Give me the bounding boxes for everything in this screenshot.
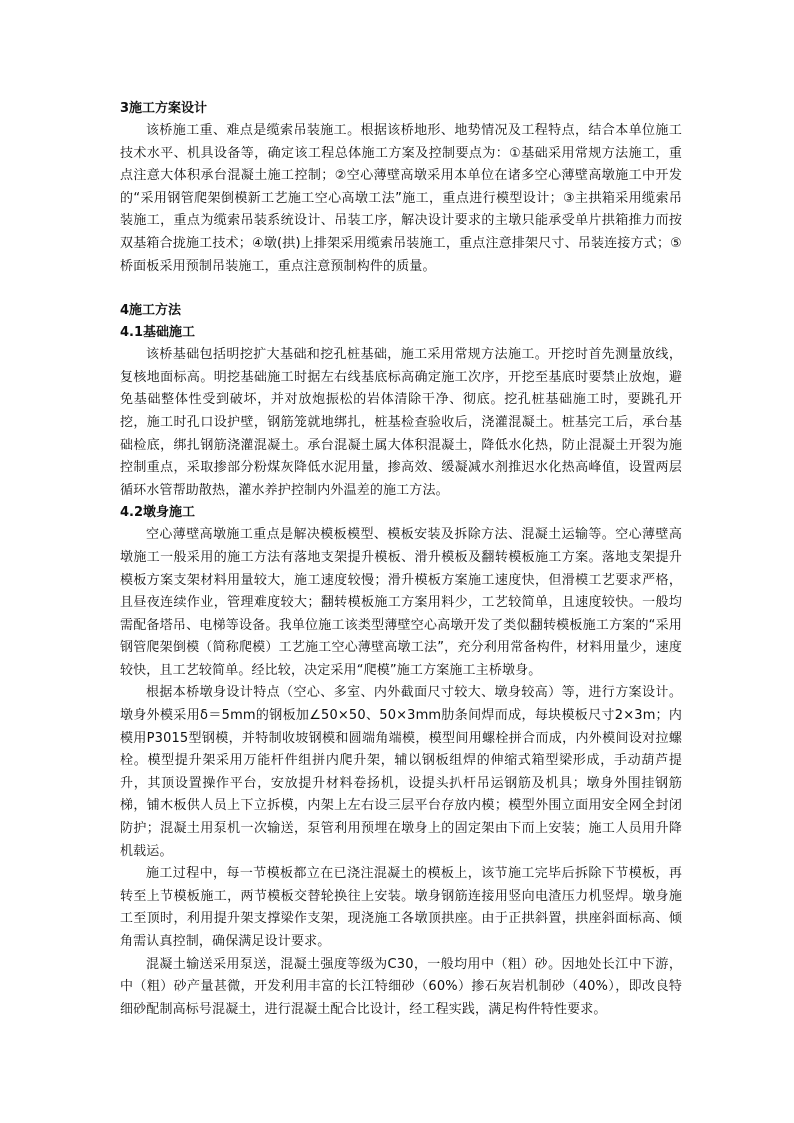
subsection-4-2-paragraph-2: 根据本桥墩身设计特点（空心、多室、内外截面尺寸较大、墩身较高）等，进行方案设计。墩身外模采用δ＝5mm的钢板加∠50×50、50×3mm肋条间焊而成，每块模板尺寸2×3m；内模用P3015型钢模，并特制收坡钢模和圆端角端模，模型间用螺栓拼合而成，内外模间设对拉螺栓。模型提升架采用万能杆件组拼内爬升架，辅以钢板组焊的伸缩式箱型梁形成，手动葫芦提升，其顶设置操作平台，安放提升材料卷扬机，设提头扒杆吊运钢筋及机具；墩身外围挂钢筋梯，铺木板供人员上下立拆模，内架上左右设三层平台存放内模；模型外围立面用安全网全封闭防护；混凝土用泵机一次输送，泵管利用预埋在墩身上的固定架由下而上安装；施工人员用升降机载运。 xyxy=(120,685,682,859)
subsection-4-2-paragraph-4: 混凝土输送采用泵送，混凝土强度等级为C30，一般均用中（粗）砂。因地处长江中下游，中（粗）砂产量甚微，开发利用丰富的长江特细砂（60%）掺石灰岩机制砂（40%），即改良特细砂配制高标号混凝土，进行混凝土配合比设计，经工程实践，满足构件特性要求。 xyxy=(120,956,682,1017)
section-3-paragraph: 该桥施工重、难点是缆索吊装施工。根据该桥地形、地势情况及工程特点，结合本单位施工技术水平、机具设备等，确定该工程总体施工方案及控制要点为：①基础采用常规方法施工，重点注意大体积承台混凝土施工控制；②空心薄壁高墩采用本单位在诸多空心薄壁高墩施工中开发的“采用钢管爬架倒模新工艺施工空心高墩工法”施工，重点进行模型设计；③主拱箱采用缆索吊装施工，重点为缆索吊装系统设计、吊装工序，解决设计要求的主墩只能承受单片拱箱推力而按双基箱合拢施工技术；④墩(拱)上排架采用缆索吊装施工，重点注意排架尺寸、吊装连接方式；⑤桥面板采用预制吊装施工，重点注意预制构件的质量。 xyxy=(120,123,682,274)
section-3-title: 3施工方案设计 xyxy=(120,101,208,116)
subsection-4-1-paragraph: 该桥基础包括明挖扩大基础和挖孔桩基础，施工采用常规方法施工。开挖时首先测量放线，复核地面标高。明挖基础施工时据左右线基底标高确定施工次序，开挖至基底时要禁止放炮，避免基础整体性受到破坏，并对放炮振松的岩体清除干净、彻底。挖孔桩基础施工时，要跳孔开挖，施工时孔口设护壁，钢筋笼就地绑扎，桩基检查验收后，浇灌混凝土。桩基完工后，承台基础检底，绑扎钢筋浇灌混凝土。承台混凝土属大体积混凝土，降低水化热，防止混凝土开裂为施控制重点，采取掺部分粉煤灰降低水泥用量，掺高效、缓凝减水剂推迟水化热高峰值，设置两层循环水管帮助散热，灌水养护控制内外温差的施工方法。 xyxy=(120,347,682,498)
subsection-4-2-paragraph-1: 空心薄壁高墩施工重点是解决模板模型、模板安装及拆除方法、混凝土运输等。空心薄壁高墩施工一般采用的施工方法有落地支架提升模板、滑升模板及翻转模板施工方案。落地支架提升模板方案支架材料用量较大，施工速度较慢；滑升模板方案施工速度快，但滑模工艺要求严格，且昼夜连续作业，管理难度较大；翻转模板施工方案用料少，工艺较简单，且速度较快。一般均需配备塔吊、电梯等设备。我单位施工该类型薄壁空心高墩开发了类似翻转模板施工方案的“采用钢管爬架倒模（简称爬模）工艺施工空心薄壁高墩工法”，充分利用常备构件，材料用量少，速度较快，且工艺较简单。经比较，决定采用“爬模”施工方案施工主桥墩身。 xyxy=(120,527,682,678)
subsection-4-2-paragraph-3: 施工过程中，每一节模板都立在已浇注混凝土的模板上，该节施工完毕后拆除下节模板，再转至上节模板施工，两节模板交替轮换往上安装。墩身钢筋连接用竖向电渣压力机竖焊。墩身施工至顶时，利用提升架支撑梁作支架，现浇施工各墩顶拱座。由于正拱斜置，拱座斜面标高、倾角需认真控制，确保满足设计要求。 xyxy=(120,866,682,949)
section-spacer xyxy=(120,278,682,300)
section-4-title: 4施工方法 xyxy=(120,303,182,319)
subsection-4-1-title: 4.1基础施工 xyxy=(120,325,196,341)
document-page xyxy=(120,98,682,1021)
subsection-4-2-title: 4.2墩身施工 xyxy=(120,505,196,521)
